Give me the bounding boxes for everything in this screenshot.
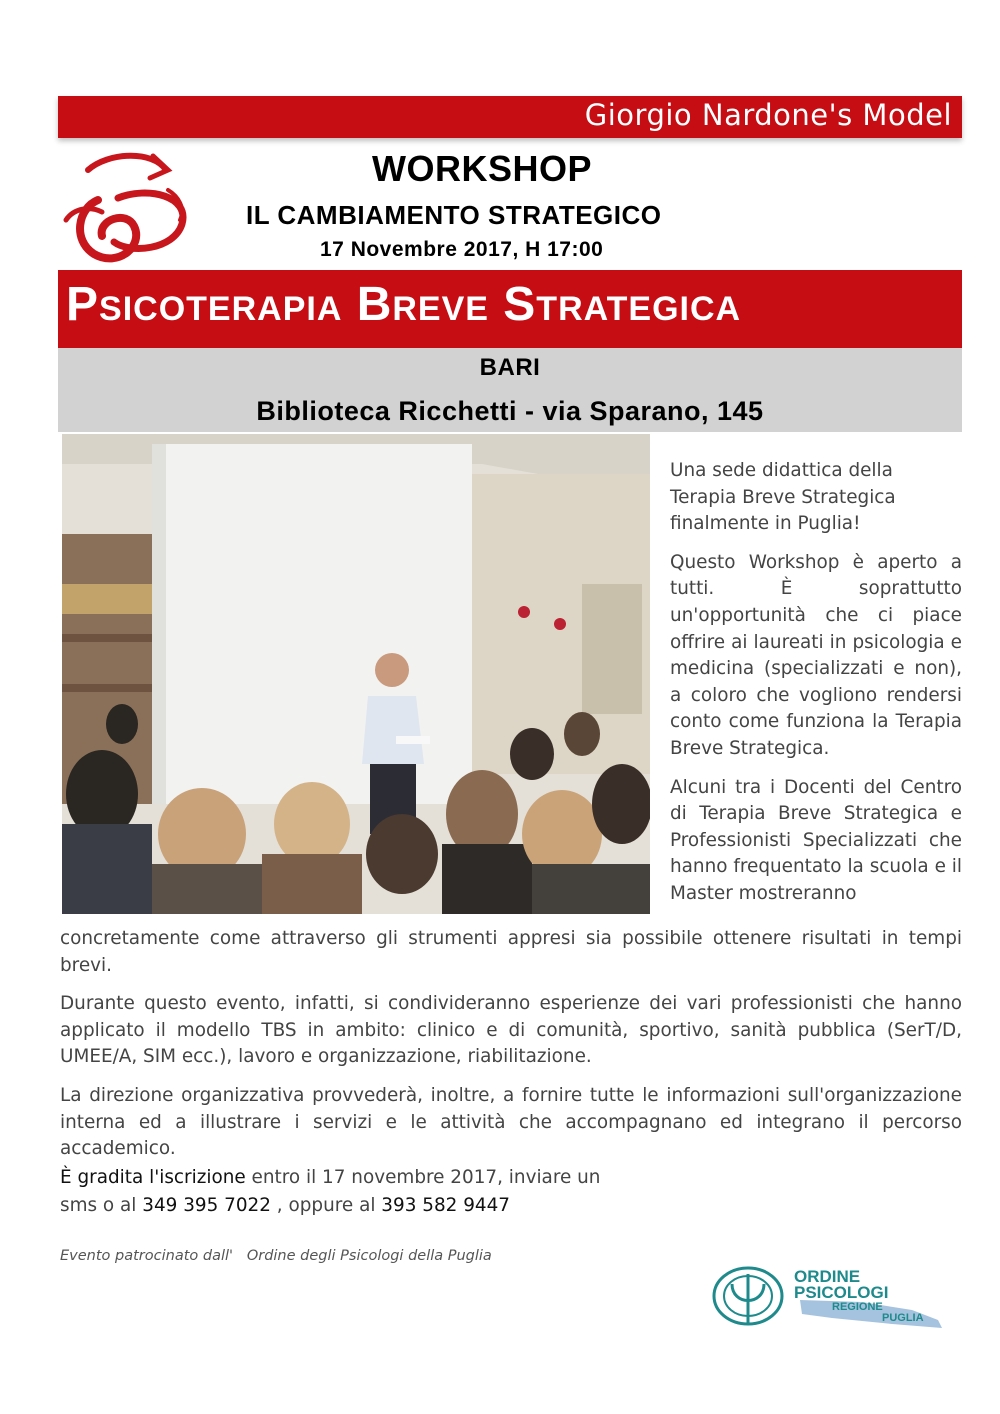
patronage-note: Evento patrocinato dall' Ordine degli Psicologi della Puglia — [60, 1248, 492, 1264]
ordine-line-4: PUGLIA — [882, 1312, 924, 1324]
model-title: Giorgio Nardone's Model — [584, 98, 952, 132]
phone-number-1[interactable]: 349 395 7022 — [142, 1195, 271, 1216]
body-paragraph-3: La direzione organizzativa provvederà, inoltre, a fornire tutte le informazioni sull'organizzazione interna ed a illustrare i servizi e le attività che accompagnano ed integrano il percorso accademico. — [60, 1084, 962, 1160]
intro-paragraph-3: Alcuni tra i Docenti del Centro di Terapia Breve Strategica e Professionisti Specializzati che hanno frequentato la scuola e il Master mostreranno — [670, 776, 962, 904]
event-date: 17 Novembre 2017, H 17:00 — [320, 238, 604, 261]
registration-info — [60, 1164, 620, 1220]
registration-lead: È gradita l'iscrizione — [60, 1167, 246, 1188]
workshop-heading: WORKSHOP — [372, 148, 592, 189]
ordine-line-1: ORDINE — [794, 1267, 861, 1286]
body-text — [60, 926, 962, 1175]
swirl-logo-icon — [58, 150, 198, 270]
workshop-photo — [62, 434, 650, 914]
psi-icon — [714, 1268, 782, 1324]
body-paragraph-1: concretamente come attraverso gli strumenti appresi sia possibile ottenere risultati in tempi brevi. — [60, 928, 962, 976]
ordine-line-3: REGIONE — [832, 1301, 883, 1313]
main-title: Psicoterapia Breve Strategica — [66, 278, 742, 331]
intro-paragraph-2: Questo Workshop è aperto a tutti. È soprattutto un'opportunità che ci piace offrire ai laureati in psicologia e medicina (specializzati e non), a coloro che vogliono rendersi conto come funziona la Terapia Breve Strategica. — [670, 551, 962, 759]
body-paragraph-2: Durante questo evento, infatti, si condivideranno esperienze dei vari professionisti che hanno applicato il modello TBS in ambito: clinico e di comunità, sportivo, sanità pubblica (SerT/D, UMEE/A, SIM ecc.), lavoro e organizzazione, riabilitazione. — [60, 993, 962, 1068]
location-venue: Biblioteca Ricchetti - via Sparano, 145 — [256, 396, 764, 426]
phone-number-2[interactable]: 393 582 9447 — [381, 1195, 510, 1216]
ordine-psicologi-logo — [712, 1262, 952, 1332]
intro-text-column — [670, 458, 962, 920]
registration-or: , oppure al — [270, 1195, 382, 1216]
ordine-line-2: PSICOLOGI — [794, 1283, 889, 1302]
intro-paragraph-1: Una sede didattica della Terapia Breve Strategica finalmente in Puglia! — [670, 460, 896, 535]
location-city: BARI — [479, 354, 541, 381]
workshop-subtitle: IL CAMBIAMENTO STRATEGICO — [246, 200, 662, 230]
registration-middle: entro il 17 novembre 2017, inviare un sms o al — [60, 1167, 601, 1216]
